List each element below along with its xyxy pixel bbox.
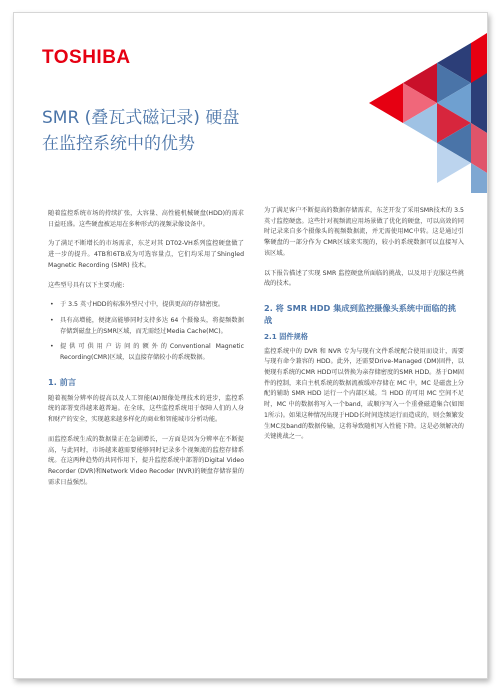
intro-paragraph-2: 为了满足不断增长的市场需求，东芝对其 DT02-VH系列监控硬盘做了进一步的提升。4TB和6TB成为可选容量点，它们均采用了Shingled Magnetic Recording (SMR) 技术。 (48, 240, 244, 269)
toshiba-logo: TOSHIBA (42, 47, 131, 68)
document-title (42, 105, 239, 157)
right-paragraph-2: 以下报告描述了实现 SMR 监控硬盘所面临的挑战，以及用于克服这些挑战的技术。 (264, 269, 464, 288)
section-1-paragraph-2: 而监控系统生成的数据量正在急剧增长，一方面是因为分辨率在不断提高，与此同时，市场越来越需要能够同时记录多个视频流的监控存储系统。在这两种趋势的共同作用下，提升监控系统中部署的Digital Video Recorder (DVR)和Network Video Recoder (NVR)的硬盘存储容量的需求日益强烈。 (48, 435, 244, 486)
right-paragraph-1: 为了满足客户不断提高的数据存储需求，东芝开发了采用SMR技术的 3.5 英寸监控硬盘。这些针对视频流应用场景做了优化的硬盘，可以高效的同时记录来自多个摄像头的视频数据流，并无需使用MC中转。这是通过引擎硬盘的一部分作为 CMR区域来实现的，较小的系统数据可以直接写入该区域。 (264, 207, 464, 257)
left-column (48, 209, 244, 497)
right-column (264, 206, 464, 452)
section-1-heading: 1. 前言 (48, 376, 77, 387)
feature-list (48, 300, 244, 364)
deco-tri-1 (369, 83, 403, 123)
feature-item: • 提供可供用户访问的额外的Conventional Magnetic Recording(CMR)区域，以直接存储较小的系统数据。 (48, 342, 244, 363)
features-lead: 这些型号具有以下主要功能: (48, 281, 125, 289)
section-2-1-paragraph: 监控系统中的 DVR 和 NVR 专为与现有文件系统配合使用而设计，需要与现有命令兼容的 HDD。此外，还需要Drive-Managed (DM)固件，以便现有系统的CMR HDD可以替换为亲存储密度的SMR HDD。基于DM固件的控制，来自主机系统的数据流被缓冲存储在 MC 中，MC 是磁盘上分配的辅助 SMR HDD 运行一个内部区域。当 HDD 的可用 MC 空间不足时，MC 中的数据将写入一个band，或顺序写入一个重叠磁道集合(如图1所示)。如果这种情况出现于HDD长时间连续运行而造成的，则会频繁发生MC及band的数据传输，这将导致随机写入性能下降。这是必须解决的关键挑战之一。 (264, 347, 464, 441)
deco-tri-8 (471, 73, 487, 133)
feature-item: • 具有高增能，便捷高能够同时支持多达 64 个摄像头，将提频数据存储到磁盘上的SMR区域，而无需经过Media Cache(MC)。 (48, 316, 244, 337)
title-line-2: 在监控系统中的优势 (42, 134, 195, 154)
section-2-1-heading: 2.1 固件规格 (264, 331, 308, 341)
intro-paragraph-1: 随着监控系统市场的持续扩张，大容量、高性能机械硬盘(HDD)的需求日益旺盛。这些硬盘被运用在多种形式的视频录像设备中。 (48, 210, 244, 228)
feature-item: • 于 3.5 英寸HDD的标准外型尺寸中，提供更高的存储密度。 (48, 300, 244, 311)
document-page (13, 12, 488, 679)
section-2-heading: 2. 将 SMR HDD 集成到监控摄像头系统中面临的挑战 (264, 302, 457, 325)
decorative-triangles-graphic (347, 13, 487, 193)
section-1-paragraph-1: 随着视频分辨率的提高以及人工智能(AI)图像处理技术的进步，监控系统的部署变得越来越普遍。在全球，这些监控系统用于保障人们的人身和财产的安全，实现越来越多样化的商业和智能城市分析功能。 (48, 394, 244, 424)
title-line-1: SMR (叠瓦式磁记录) 硬盘 (42, 108, 240, 128)
